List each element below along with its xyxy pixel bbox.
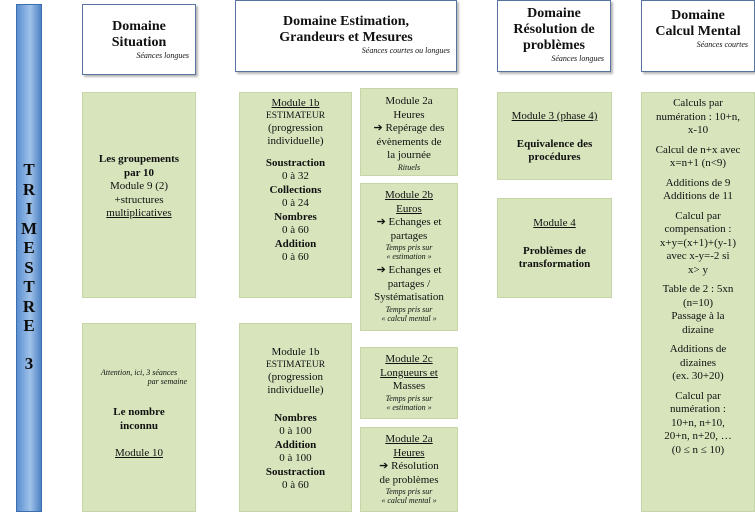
calcul-line: avec x-y=-2 si	[666, 250, 730, 262]
box-item-range: 0 à 24	[282, 197, 309, 209]
box-title: Les groupements	[98, 153, 180, 165]
box-module: Module 1b	[271, 97, 320, 109]
calcul-line: dizaines	[679, 356, 717, 369]
calcul-line: x-10	[687, 124, 709, 136]
calcul-line: x=n+1 (n<9)	[669, 157, 727, 169]
calcul-lines	[642, 97, 754, 457]
estimation-box-module2a-heures	[360, 88, 458, 176]
calcul-line: Additions de	[669, 343, 727, 355]
calcul-line: x+y=(x+1)+(y-1)	[659, 236, 737, 249]
box-title: inconnu	[120, 419, 158, 432]
header-title: Calcul Mental	[655, 24, 741, 39]
box-text: Systématisation	[374, 291, 444, 303]
box-item-range: 0 à 60	[282, 251, 309, 263]
header-subtitle: Séances longues	[551, 54, 604, 63]
box-note: « estimation »	[386, 252, 432, 261]
calcul-line: Calcul par	[675, 389, 721, 402]
box-text: (progression	[268, 121, 323, 134]
box-item-name: Addition	[274, 438, 317, 451]
box-item-name: Addition	[274, 237, 317, 250]
calcul-line: 20+n, n+20, …	[664, 430, 732, 442]
box-text: évènements de	[376, 135, 442, 148]
box-text: ➔ Echanges et	[376, 264, 442, 276]
box-note: Temps pris sur	[385, 393, 433, 403]
box-text: ➔ Echanges et	[376, 216, 442, 228]
box-title: Problèmes de	[522, 244, 587, 257]
box-title: Equivalence des	[516, 137, 593, 150]
box-note: par semaine	[147, 377, 187, 386]
header-subtitle: Séances courtes	[696, 40, 748, 49]
header-resolution	[497, 0, 611, 72]
calcul-line: Table de 2 : 5xn	[662, 283, 734, 295]
box-text: de problèmes	[379, 473, 439, 486]
calcul-line: Calcul de n+x avec	[655, 143, 741, 156]
box-text: Longueurs et	[380, 366, 438, 379]
calcul-line: Additions de 11	[663, 190, 733, 202]
calcul-line: Additions de 9	[665, 176, 731, 189]
trim-letter: E	[23, 316, 35, 335]
header-situation	[82, 4, 196, 75]
calcul-box	[641, 92, 755, 512]
box-text: la journée	[387, 149, 431, 161]
box-title: transformation	[518, 258, 591, 270]
trimestre-label	[17, 160, 41, 373]
situation-box-groupements	[82, 92, 196, 298]
calcul-line: compensation :	[664, 223, 732, 235]
trimestre-number: 3	[24, 353, 34, 373]
box-text: ➔ Repérage des	[373, 122, 445, 134]
calcul-line: numération :	[670, 403, 726, 415]
box-text: individuelle)	[267, 135, 324, 147]
resolution-box-module4	[497, 198, 612, 298]
box-text: ➔ Résolution	[379, 460, 439, 472]
box-text: Euros	[396, 202, 422, 215]
trim-letter: T	[23, 160, 35, 179]
calcul-line: dizaine	[682, 323, 714, 336]
estimation-box-module2b-euros	[360, 183, 458, 331]
trim-letter: R	[22, 179, 36, 199]
trim-letter: S	[24, 257, 34, 277]
box-item-name: Nombres	[274, 210, 317, 223]
box-item-name: Soustraction	[265, 465, 326, 478]
header-title: Domaine Estimation,	[283, 14, 409, 29]
calcul-line: Calcul par	[675, 209, 721, 222]
box-module: Module 3 (phase 4)	[511, 110, 598, 122]
estimation-box-module2c-longueurs	[360, 347, 458, 419]
box-text: Masses	[392, 380, 426, 392]
box-item-range: 0 à 100	[279, 452, 312, 464]
header-subtitle: Séances courtes ou longues	[361, 46, 450, 55]
box-module: Module 2a	[385, 95, 433, 107]
box-text: Heures	[393, 446, 425, 459]
trim-letter: M	[20, 218, 38, 238]
trim-letter: T	[23, 277, 35, 296]
box-note: Temps pris sur	[385, 304, 433, 314]
calcul-line: (n=10)	[682, 296, 714, 309]
box-item-name: Collections	[269, 183, 322, 196]
box-module: Module 10	[115, 447, 163, 459]
box-note: Temps pris sur	[385, 487, 433, 496]
box-note: « calcul mental »	[381, 496, 437, 505]
box-module: Module 2b	[385, 189, 433, 201]
box-text: Heures	[393, 108, 425, 121]
box-text: (progression	[268, 370, 323, 383]
header-title: Grandeurs et Mesures	[279, 30, 413, 45]
calcul-line: x> y	[688, 263, 708, 276]
calcul-line: (ex. 30+20)	[672, 370, 724, 382]
box-text: partages /	[387, 277, 431, 290]
box-text: multiplicatives	[106, 207, 172, 219]
box-text: individuelle)	[267, 384, 324, 396]
box-text: ESTIMATEUR	[265, 359, 326, 370]
box-title: Le nombre	[113, 406, 165, 418]
estimation-box-module2a-problemes	[360, 427, 458, 512]
calcul-line: numération : 10+n,	[655, 110, 741, 123]
calcul-line: Passage à la	[671, 310, 725, 322]
header-calcul	[641, 0, 755, 72]
box-item-range: 0 à 100	[279, 425, 312, 437]
box-item-range: 0 à 60	[282, 479, 309, 491]
box-text: partages	[390, 229, 428, 242]
calcul-line: Calculs par	[673, 97, 723, 109]
header-title: Résolution de	[513, 22, 595, 37]
box-module: Module 2a	[385, 433, 433, 445]
header-title: Situation	[111, 35, 167, 50]
trim-letter: R	[22, 296, 36, 316]
box-note: Attention, ici, 3 séances	[100, 368, 178, 377]
header-title: Domaine	[671, 8, 725, 23]
header-title: Domaine	[112, 19, 166, 34]
situation-box-nombre-inconnu	[82, 323, 196, 512]
header-estimation	[235, 0, 457, 72]
trim-letter: E	[23, 238, 35, 257]
estimation-box-module1b-b	[239, 323, 352, 512]
box-title: par 10	[123, 166, 155, 179]
header-title: problèmes	[523, 38, 585, 53]
box-item-range: 0 à 60	[282, 224, 309, 236]
box-note: Temps pris sur	[385, 243, 433, 252]
box-note: « calcul mental »	[381, 313, 437, 323]
box-note: « estimation »	[386, 402, 432, 412]
box-title: procédures	[528, 151, 581, 163]
box-item-name: Nombres	[274, 411, 317, 424]
box-text: ESTIMATEUR	[265, 110, 326, 121]
box-note: Rituels	[397, 162, 421, 172]
calcul-line: 10+n, n+10,	[671, 416, 725, 429]
box-text: Module 9 (2)	[109, 180, 169, 192]
header-title: Domaine	[527, 6, 581, 21]
header-subtitle: Séances longues	[136, 51, 189, 60]
trimestre-bar	[16, 4, 42, 512]
box-module: Module 1b	[271, 346, 320, 358]
box-item-range: 0 à 32	[282, 170, 309, 182]
resolution-box-module3	[497, 92, 612, 180]
estimation-box-module1b-a	[239, 92, 352, 298]
box-module: Module 4	[533, 217, 576, 229]
calcul-line: (0 ≤ n ≤ 10)	[671, 443, 725, 456]
box-item-name: Soustraction	[265, 156, 326, 169]
trim-letter: I	[25, 199, 33, 218]
box-text: +structures	[114, 193, 164, 206]
box-module: Module 2c	[385, 353, 433, 365]
